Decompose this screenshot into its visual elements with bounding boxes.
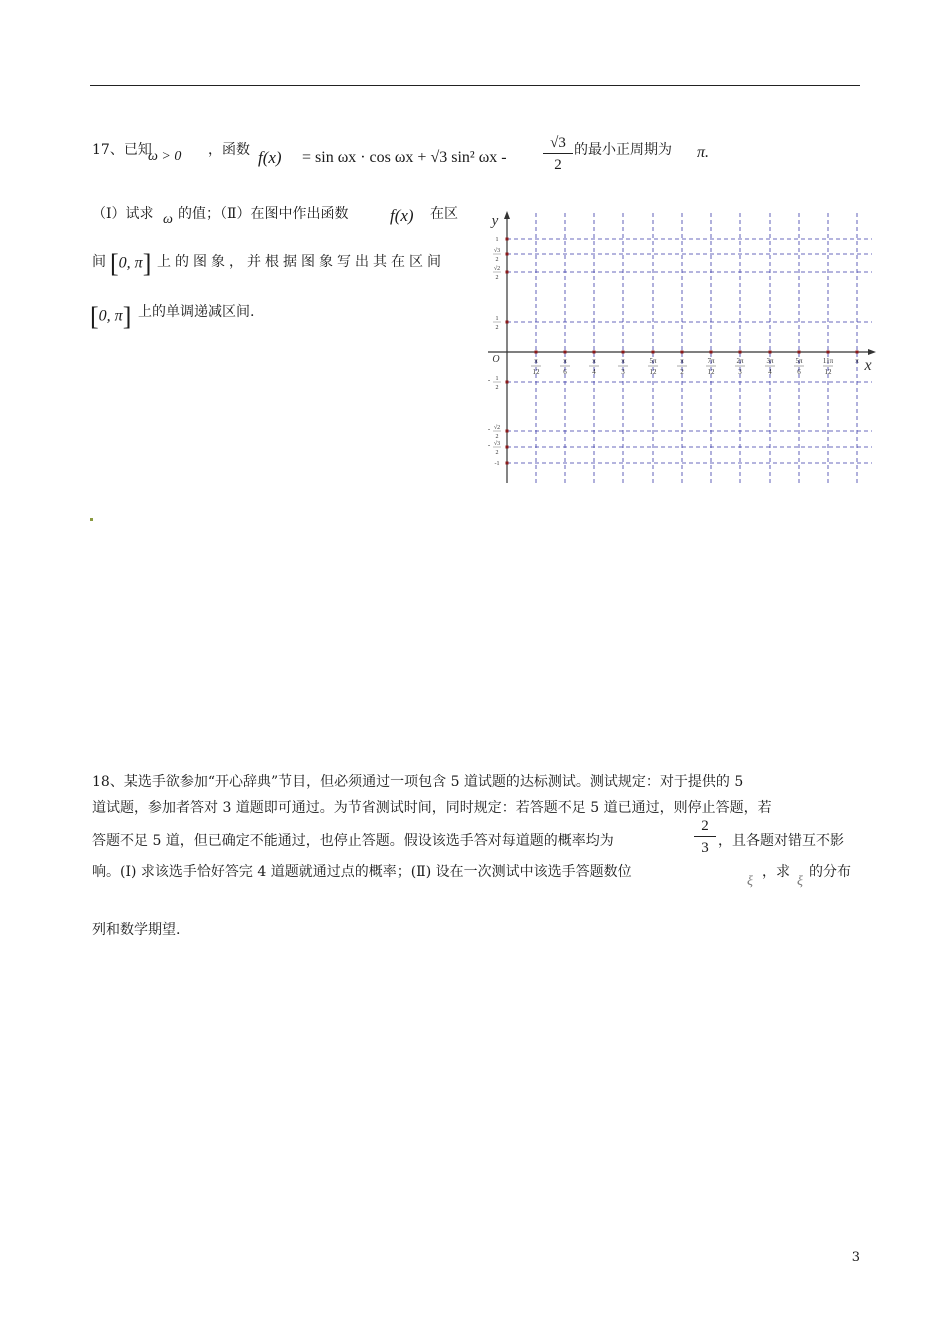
p18-line5: 列和数学期望. xyxy=(92,922,181,938)
x-tick-mark xyxy=(710,351,713,354)
p17-part1-omega: ω xyxy=(163,212,173,227)
y-tick-minus: - xyxy=(487,441,491,449)
y-tick-mark xyxy=(506,462,509,465)
x-tick-mark xyxy=(622,351,625,354)
y-tick-label: -1 xyxy=(494,461,500,467)
y-tick-mark xyxy=(506,321,509,324)
x-tick-label-den: 6 xyxy=(563,368,567,376)
p18-line3-b: ，且各题对错互不影 xyxy=(718,833,844,849)
y-tick-label-den: 2 xyxy=(495,325,499,331)
p17-interval-2-text: 0, π xyxy=(98,307,123,325)
p18-frac-den: 3 xyxy=(701,840,709,856)
p17-frac-den: 2 xyxy=(554,157,562,173)
y-tick-label-den: 2 xyxy=(495,257,499,263)
p18-line3-a: 答题不足 5 道，但已确定不能通过，也停止答题。假设该选手答对每道题的概率均为 xyxy=(92,833,614,849)
x-tick-label-num: 5π xyxy=(795,357,803,365)
x-tick-label-num: 5π xyxy=(649,357,657,365)
x-tick-label-den: 4 xyxy=(768,368,772,376)
coordinate-grid xyxy=(480,205,880,490)
header-rule xyxy=(90,85,860,86)
x-tick-mark xyxy=(827,351,830,354)
p18-frac-num: 2 xyxy=(694,816,716,837)
p18-line4-b: ，求 xyxy=(762,864,790,880)
p18-line1: 18、某选手欲参加“开心辞典”节目，但必须通过一项包含 5 道试题的达标测试。测试规定：对于提供的 5 xyxy=(92,774,744,790)
x-axis-label: x xyxy=(864,357,872,374)
x-tick-label-den: 3 xyxy=(621,368,625,376)
y-tick-label-num: 1 xyxy=(495,316,499,322)
p17-line2-b: 上的图象，并根据图象写出其在区间 xyxy=(157,254,445,270)
x-tick-mark xyxy=(739,351,742,354)
p18-xi-1: ξ xyxy=(747,874,753,889)
x-tick-label-den: 2 xyxy=(680,368,684,376)
x-tick-label-den: 12 xyxy=(532,368,540,376)
x-tick-label-num: π xyxy=(592,357,596,365)
x-tick-mark xyxy=(535,351,538,354)
y-tick-mark xyxy=(506,430,509,433)
y-tick-label-den: 2 xyxy=(495,275,499,281)
x-tick-label-num: 3π xyxy=(766,357,774,365)
y-axis-label: y xyxy=(491,213,499,229)
x-tick-label-num: π xyxy=(680,357,684,365)
x-tick-label-num: π xyxy=(855,357,859,365)
p17-interval-2: [0, π] xyxy=(90,302,132,331)
p17-func-lhs: f(x) xyxy=(258,148,282,167)
y-tick-label: 1 xyxy=(495,237,499,243)
x-tick-label-num: 7π xyxy=(707,357,715,365)
p18-xi-2: ξ xyxy=(797,874,803,889)
y-tick-label-num: √2 xyxy=(493,266,501,272)
x-tick-label-num: π xyxy=(563,357,567,365)
y-tick-label-num: 1 xyxy=(495,376,499,382)
x-tick-label-num: 11π xyxy=(822,357,834,365)
y-tick-mark xyxy=(506,271,509,274)
y-tick-mark xyxy=(506,238,509,241)
y-tick-mark xyxy=(506,253,509,256)
x-axis-arrow xyxy=(868,349,876,355)
x-tick-label-den: 6 xyxy=(797,368,801,376)
p17-number: 17、已知 xyxy=(92,142,152,158)
y-tick-minus: - xyxy=(487,425,491,433)
x-tick-label-num: π xyxy=(621,357,625,365)
y-tick-minus: - xyxy=(487,376,491,384)
p17-line2-a: 间 xyxy=(92,254,106,270)
x-tick-mark xyxy=(681,351,684,354)
p18-fraction xyxy=(694,816,716,859)
y-tick-label-num: √3 xyxy=(493,441,501,447)
x-tick-mark xyxy=(652,351,655,354)
x-tick-label-den: 12 xyxy=(649,368,657,376)
p17-fraction xyxy=(543,133,573,176)
p17-part1-b: 的值；（Ⅱ）在图中作出函数 xyxy=(178,206,349,222)
x-tick-mark xyxy=(798,351,801,354)
p17-pi-end: π. xyxy=(697,144,710,161)
p18-line2: 道试题，参加者答对 3 道题即可通过。为节省测试时间，同时规定：若答题不足 5 道已通过，则停止答题，若 xyxy=(92,800,772,816)
x-tick-label-den: 12 xyxy=(824,368,832,376)
p17-func-label: ，函数 xyxy=(208,142,250,158)
origin-label: O xyxy=(492,354,500,365)
x-tick-label-den: 4 xyxy=(592,368,596,376)
x-tick-label-num: π xyxy=(534,357,538,365)
y-tick-mark xyxy=(506,381,509,384)
x-tick-mark xyxy=(564,351,567,354)
y-tick-mark xyxy=(506,446,509,449)
p17-interval-1-text: 0, π xyxy=(118,254,143,272)
p17-interval-1: [0, π] xyxy=(110,249,152,278)
y-axis-arrow xyxy=(504,211,510,219)
y-tick-label-num: √2 xyxy=(493,425,501,431)
x-tick-label-den: 3 xyxy=(738,368,742,376)
page-number: 3 xyxy=(851,1250,860,1265)
p17-tail: 的最小正周期为 xyxy=(574,142,672,158)
p17-func-rhs: = sin ωx · cos ωx + √3 sin² ωx - xyxy=(302,149,507,166)
x-tick-mark xyxy=(856,351,859,354)
x-tick-label-den: 12 xyxy=(707,368,715,376)
p17-omega-cond: ω > 0 xyxy=(148,149,182,164)
p18-line4-a: 响。(Ⅰ) 求该选手恰好答完 4 道题就通过点的概率；(Ⅱ) 设在一次测试中该选手答题数位 xyxy=(92,864,632,880)
p18-line4-c: 的分布 xyxy=(809,864,851,880)
stray-dot xyxy=(90,518,93,521)
p17-line3-b: 上的单调递减区间. xyxy=(138,304,255,320)
y-tick-label-num: √3 xyxy=(493,248,501,254)
x-tick-mark xyxy=(593,351,596,354)
p17-frac-num: √3 xyxy=(543,133,573,154)
p17-part1-c: 在区 xyxy=(430,206,458,222)
y-tick-label-den: 2 xyxy=(495,385,499,391)
x-tick-label-num: 2π xyxy=(736,357,744,365)
p17-part1-fx: f(x) xyxy=(390,206,414,225)
x-tick-mark xyxy=(769,351,772,354)
p17-part1-a: （Ⅰ）试求 xyxy=(92,206,154,222)
y-tick-label-den: 2 xyxy=(495,450,499,456)
y-tick-label-den: 2 xyxy=(495,434,499,440)
